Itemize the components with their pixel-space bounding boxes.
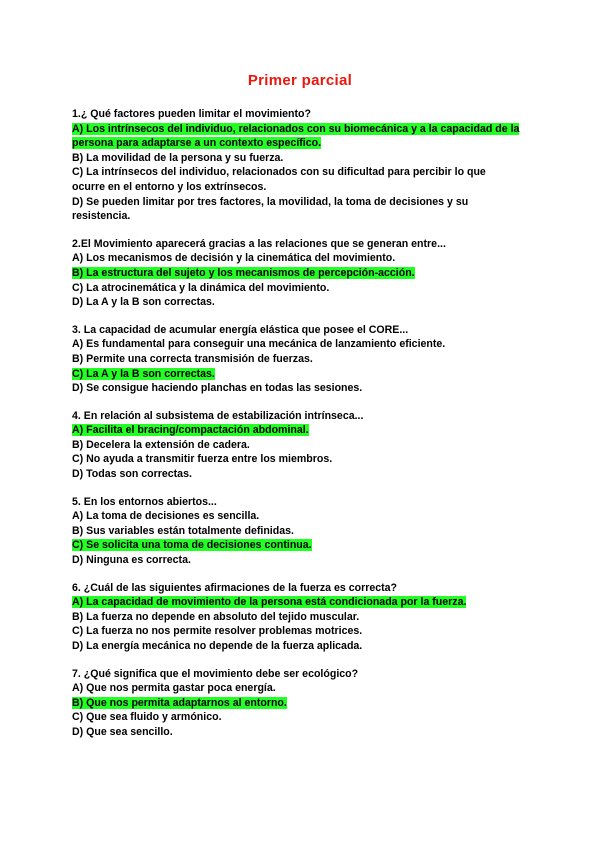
answer-option: A) Que nos permita gastar poca energía. [72,682,276,695]
answer-option: D) Se pueden limitar por tres factores, la movilidad, la toma de decisiones y su resistencia. [72,195,469,223]
question-block [72,409,520,482]
question-block [72,323,520,396]
answer-option-correct: B) Que nos permita adaptarnos al entorno. [72,696,287,709]
question-block [72,667,520,740]
answer-option: B) La movilidad de la persona y su fuerza. [72,151,284,164]
page-title: Primer parcial [247,72,353,89]
answer-option: D) Ninguna es correcta. [72,554,191,567]
answer-option: C) La fuerza no nos permite resolver problemas motrices. [72,625,363,638]
question-list [72,107,520,753]
answer-option-correct: C) Se solicita una toma de decisiones continua. [72,539,312,552]
question-prompt: 6. ¿Cuál de las siguientes afirmaciones de la fuerza es correcta? [72,581,398,594]
question-prompt: 7. ¿Qué significa que el movimiento debe ser ecológico? [72,667,359,680]
answer-option: A) Es fundamental para conseguir una mecánica de lanzamiento eficiente. [72,338,446,351]
answer-option: D) Todas son correctas. [72,468,192,481]
question-block [72,107,520,224]
answer-option: D) La energía mecánica no depende de la fuerza aplicada. [72,640,363,652]
question-block [72,581,520,654]
question-prompt: 2.El Movimiento aparecerá gracias a las relaciones que se generan entre... [72,237,446,250]
answer-option: D) Se consigue haciendo planchas en todas las sesiones. [72,382,363,395]
question-prompt: 5. En los entornos abiertos... [72,495,217,508]
answer-option: C) Que sea fluido y armónico. [72,711,222,724]
answer-option: A) Los mecanismos de decisión y la cinemática del movimiento. [72,252,396,265]
answer-option-correct: A) La capacidad de movimiento de la persona está condicionada por la fuerza. [72,596,467,609]
answer-option-correct: A) Los intrínsecos del individuo, relacionados con su biomecánica y a la capacidad de la persona para adaptarse a un contexto específico. [72,122,520,150]
answer-option: C) No ayuda a transmitir fuerza entre los miembros. [72,453,333,466]
answer-option-correct: B) La estructura del sujeto y los mecanismos de percepción-acción. [72,266,415,279]
answer-option: D) La A y la B son correctas. [72,296,215,309]
answer-option: B) Decelera la extensión de cadera. [72,438,250,451]
answer-option: A) La toma de decisiones es sencilla. [72,510,260,523]
answer-option: D) Que sea sencillo. [72,725,173,738]
answer-option: B) Sus variables están totalmente definidas. [72,524,294,537]
answer-option: C) La atrocinemática y la dinámica del movimiento. [72,281,330,294]
question-prompt: 1.¿ Qué factores pueden limitar el movimiento? [72,108,312,120]
answer-option-correct: C) La A y la B son correctas. [72,367,215,380]
question-prompt: 4. En relación al subsistema de estabilización intrínseca... [72,409,364,422]
question-block [72,237,520,310]
question-block [72,495,520,568]
answer-option: C) La intrínsecos del individuo, relacionados con su dificultad para percibir lo que ocurre en el entorno y los extrínsecos. [72,166,486,193]
answer-option: B) Permite una correcta transmisión de fuerzas. [72,352,313,365]
question-prompt: 3. La capacidad de acumular energía elástica que posee el CORE... [72,323,409,336]
answer-option-correct: A) Facilita el bracing/compactación abdominal. [72,424,309,437]
answer-option: B) La fuerza no depende en absoluto del tejido muscular. [72,610,360,623]
